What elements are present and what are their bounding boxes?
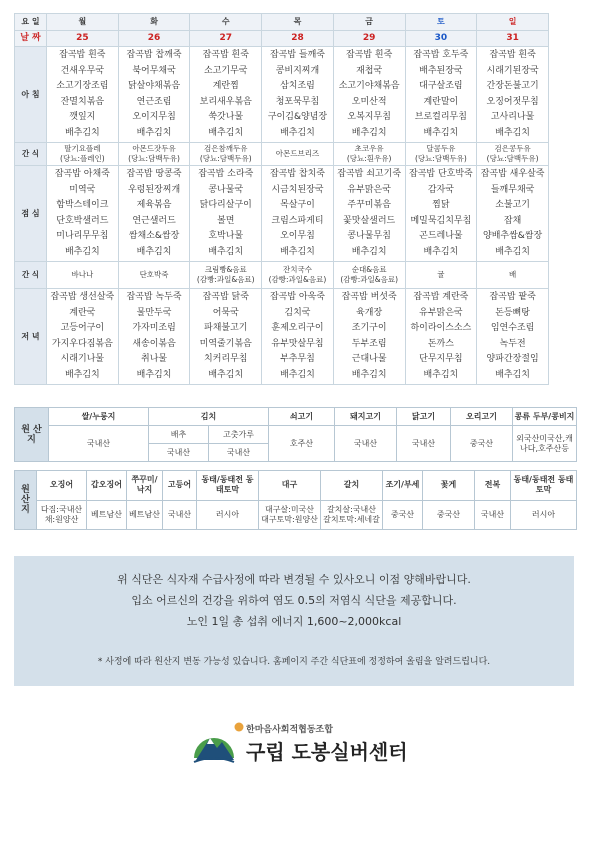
menu-item: 보리새우볶음 <box>199 96 252 107</box>
menu-item: 구이김&양념장 <box>267 112 328 122</box>
origin-kimchi-cabbage-value: 국내산 <box>149 444 209 462</box>
menu-item: 브로컬리무침 <box>414 112 467 122</box>
menu-item: 콩나물무침 <box>347 231 391 241</box>
menu-item: 단무지무침 <box>419 354 463 364</box>
menu-cell <box>190 166 262 262</box>
menu-cell <box>262 47 334 143</box>
menu-item: 시래기된장국 <box>486 65 539 76</box>
meal-row-snack1 <box>15 143 549 166</box>
menu-cell <box>190 289 262 385</box>
menu-item: 잡채 <box>503 215 522 226</box>
day-header: 수 <box>190 14 262 31</box>
menu-item: 메밀묵김치무침 <box>410 215 472 226</box>
menu-item: 배추김치 <box>423 246 459 257</box>
origin2-header: 갈치 <box>321 471 383 501</box>
origin2-header: 쭈꾸미/낙지 <box>127 471 163 501</box>
menu-item: 물만두국 <box>136 307 172 318</box>
day-header: 목 <box>262 14 334 31</box>
origin2-value: 러시아 <box>511 500 577 530</box>
origin2-header: 대구 <box>259 471 321 501</box>
menu-item: 계란찜 <box>212 81 239 91</box>
menu-item: 시금치된장국 <box>271 184 324 195</box>
corner-day-label: 요 일 <box>15 14 47 31</box>
notice-line-1: 위 식단은 식자재 수급사정에 따라 변경될 수 있사오니 이점 양해바랍니다. <box>117 573 471 586</box>
origin-table-2 <box>14 470 577 530</box>
menu-item: 김치국 <box>284 307 311 318</box>
origin2-value: 베트남산 <box>127 500 163 530</box>
menu-item: 배추김치 <box>64 127 100 138</box>
menu-item: 호박나물 <box>208 231 244 241</box>
menu-cell <box>333 166 405 262</box>
origin-header-beans: 콩류 두부/콩비지 <box>513 408 577 426</box>
menu-item: 부추무침 <box>280 354 315 364</box>
menu-item: 연근조림 <box>136 96 172 107</box>
menu-item: 파채불고기 <box>204 323 248 333</box>
menu-item: 어묵국 <box>212 307 239 318</box>
date-header: 28 <box>262 30 334 47</box>
menu-item: 미역국 <box>69 184 96 195</box>
menu-item: 치커리무침 <box>204 354 248 364</box>
menu-item: 콩비지찌개 <box>275 65 320 76</box>
menu-item: 소고기야채볶음 <box>338 81 400 91</box>
mountain-logo-icon <box>190 724 238 764</box>
menu-item: 잡곡밥 버섯죽 <box>341 292 397 302</box>
origin-kimchi-cabbage: 배추 <box>149 426 209 444</box>
origin-header-beef: 쇠고기 <box>269 408 335 426</box>
origin-header-pork: 돼지고기 <box>335 408 397 426</box>
menu-item: 꽃맛살샐러드 <box>343 215 396 226</box>
menu-item: 잔멸치볶음 <box>60 96 105 107</box>
meal-row-breakfast <box>15 47 549 143</box>
menu-cell <box>47 262 119 289</box>
meal-label-breakfast: 아 침 <box>15 47 47 143</box>
menu-item: 소불고기 <box>495 200 530 210</box>
meal-row-dinner <box>15 289 549 385</box>
notice-line-3: 노인 1일 총 섭취 에너지 1,600~2,000kcal <box>186 615 402 628</box>
menu-item: 콩나물국 <box>208 184 244 195</box>
menu-cell <box>405 47 477 143</box>
menu-cell <box>118 143 190 166</box>
menu-item: 배추김치 <box>136 369 172 380</box>
menu-cell <box>262 166 334 262</box>
menu-item: 귤 <box>437 270 445 279</box>
meal-label-snack2: 간 식 <box>15 262 47 289</box>
menu-item: 잡곡밥 녹두죽 <box>126 292 182 302</box>
menu-item: 새송이볶음 <box>132 338 176 349</box>
menu-item: 볼면 <box>217 215 235 226</box>
menu-item: 달콤두유 <box>426 144 456 153</box>
menu-item: (당뇨:담백두유) <box>414 154 467 163</box>
origin-value-beans: 외국산미국산,캐나다,호주산등 <box>513 426 577 462</box>
origin2-side-label: 원 산 지 <box>15 471 37 530</box>
menu-cell <box>477 166 549 262</box>
center-name: 구립 도봉실버센터 <box>246 740 408 764</box>
day-row <box>15 14 549 31</box>
menu-item: 하이라이스소스 <box>410 323 472 333</box>
menu-item: 배추김치 <box>64 369 100 380</box>
menu-cell <box>118 289 190 385</box>
menu-cell <box>47 166 119 262</box>
menu-cell <box>262 289 334 385</box>
origin2-value: 러시아 <box>197 500 259 530</box>
menu-item: 목살구이 <box>280 200 315 210</box>
menu-item: 건새우무국 <box>60 65 105 76</box>
menu-item: 우렁된장찌개 <box>127 184 181 195</box>
menu-item: 잡곡밥 땅콩죽 <box>126 169 182 179</box>
menu-item: 조기구이 <box>351 323 387 333</box>
date-header: 29 <box>333 30 405 47</box>
menu-item: 크림스파게티 <box>271 215 324 226</box>
origin-value-duck: 중국산 <box>451 426 513 462</box>
menu-item: 찜닭 <box>432 200 450 210</box>
meal-label-dinner: 저 녁 <box>15 289 47 385</box>
meal-label-lunch: 점 심 <box>15 166 47 262</box>
origin2-value: 베트남산 <box>87 500 127 530</box>
origin-value-beef: 호주산 <box>269 426 335 462</box>
menu-item: 아몬드브리즈 <box>275 149 320 158</box>
menu-cell <box>405 143 477 166</box>
menu-item: 잡곡밥 쇠고기죽 <box>337 169 402 179</box>
menu-item: 유부맑은국 <box>419 307 463 318</box>
weekly-menu-table <box>14 13 549 385</box>
menu-cell <box>333 143 405 166</box>
menu-item: 배추김치 <box>280 127 315 138</box>
menu-item: 잔치국수 <box>282 265 312 274</box>
menu-item: 순대&음료 <box>351 265 387 274</box>
menu-item: (당뇨:플레인) <box>60 154 105 163</box>
menu-item: 가자미조림 <box>132 323 176 333</box>
menu-item: 미나리무무침 <box>56 231 109 241</box>
menu-item: 잡곡밥 단호박죽 <box>409 169 473 179</box>
menu-item: 계란말이 <box>423 96 459 107</box>
origin2-header: 동태/동태전 동태토막 <box>511 471 577 501</box>
menu-item: 잡곡밥 닭죽 <box>202 292 249 302</box>
menu-item: 청포묵무침 <box>275 96 320 107</box>
origin2-header: 동태/동태전 동태토막 <box>197 471 259 501</box>
menu-item: 재첩국 <box>356 65 383 76</box>
menu-item: 닭살야채볶음 <box>127 81 181 91</box>
menu-cell <box>118 47 190 143</box>
menu-item: 취나물 <box>141 354 168 364</box>
menu-item: 배추김치 <box>423 127 459 138</box>
menu-item: 단호박죽 <box>139 270 169 279</box>
menu-item: 감자국 <box>427 184 454 195</box>
menu-item: (감빵:과일&음료) <box>268 275 327 284</box>
menu-item: 잡곡밥 들깨죽 <box>269 50 325 60</box>
menu-item: 배 <box>508 270 517 279</box>
menu-item: 녹두전 <box>499 338 526 349</box>
menu-cell <box>262 143 334 166</box>
menu-item: 대구살조림 <box>419 81 463 91</box>
menu-item: 배추김치 <box>423 369 459 380</box>
menu-item: 검은참깨두유 <box>204 144 248 153</box>
menu-cell <box>477 262 549 289</box>
menu-item: 오징어젓무침 <box>486 96 539 107</box>
menu-item: 잡곡밥 흰죽 <box>489 50 536 60</box>
origin2-header: 조기/부세 <box>383 471 423 501</box>
menu-cell <box>47 143 119 166</box>
menu-cell <box>477 289 549 385</box>
date-row <box>15 30 549 47</box>
menu-item: 쑥갓나물 <box>208 112 244 122</box>
menu-item: 배추된장국 <box>419 65 463 76</box>
menu-item: 배추김치 <box>64 246 100 257</box>
origin2-value: 중국산 <box>383 500 423 530</box>
menu-item: 아몬드잣두유 <box>132 144 176 153</box>
menu-cell <box>477 47 549 143</box>
menu-cell <box>333 289 405 385</box>
menu-item: 제육볶음 <box>136 200 172 210</box>
menu-item: (당뇨:담백두유) <box>486 154 539 163</box>
menu-item: 소고기무국 <box>204 65 248 76</box>
origin-header-chicken: 닭고기 <box>397 408 451 426</box>
origin-value-chicken: 국내산 <box>397 426 451 462</box>
meal-row-snack2 <box>15 262 549 289</box>
origin2-header: 고등어 <box>163 471 197 501</box>
menu-cell <box>405 262 477 289</box>
menu-item: 육개장 <box>356 307 383 318</box>
origin-kimchi-pepper: 고춧가루 <box>209 426 269 444</box>
menu-item: 배추김치 <box>495 246 530 257</box>
menu-item: 연근샐러드 <box>132 215 176 226</box>
menu-item: 잡곡밥 소라죽 <box>198 169 254 179</box>
menu-item: 근대나물 <box>351 354 387 364</box>
menu-item: 북어무채국 <box>132 65 176 76</box>
menu-cell <box>333 262 405 289</box>
menu-item: 배추김치 <box>208 369 244 380</box>
menu-item: (당뇨:담백두유) <box>199 154 252 163</box>
menu-item: 임연수조림 <box>490 323 535 333</box>
menu-item: 주꾸미볶음 <box>347 200 391 210</box>
menu-item: (감빵:과일&음료) <box>340 275 399 284</box>
origin-header-rice: 쌀/누룽지 <box>49 408 149 426</box>
day-header: 일 <box>477 14 549 31</box>
menu-item: 잡곡밥 아욱죽 <box>269 292 325 302</box>
menu-item: (당뇨:흰우유) <box>346 154 392 163</box>
menu-cell <box>47 47 119 143</box>
menu-item: 잡곡밥 찹깨죽 <box>126 50 182 60</box>
menu-item: 양배추쌈&쌈장 <box>483 231 543 241</box>
origin2-header: 전복 <box>475 471 511 501</box>
menu-item: 배추김치 <box>136 246 172 257</box>
menu-item: 돈까스 <box>427 338 454 349</box>
origin-header-duck: 오리고기 <box>451 408 513 426</box>
menu-item: 배추김치 <box>136 127 172 138</box>
notice-line-2: 입소 어르신의 건강을 위하여 염도 0.5의 저염식 식단을 제공합니다. <box>131 594 457 607</box>
menu-cell <box>118 262 190 289</box>
menu-item: 잡곡밥 찹치죽 <box>269 169 325 179</box>
menu-item: 배추김치 <box>351 369 387 380</box>
origin-table-1 <box>14 407 577 462</box>
notice-line-4: * 사정에 따라 원산지 변동 가능성 있습니다. 홈페이지 주간 식단표에 정정하여 올림을 알려드립니다. <box>97 657 491 667</box>
menu-item: 잡곡밥 계란죽 <box>413 292 469 302</box>
menu-item: 크림빵&음료 <box>204 265 247 274</box>
menu-cell <box>190 143 262 166</box>
origin2-value: 중국산 <box>423 500 475 530</box>
center-logo <box>190 722 410 764</box>
menu-item: 바나나 <box>71 270 94 279</box>
menu-item: 함박스테이크 <box>56 200 109 210</box>
day-header: 월 <box>47 14 119 31</box>
origin2-header: 꽃게 <box>423 471 475 501</box>
day-header: 토 <box>405 14 477 31</box>
day-header: 화 <box>118 14 190 31</box>
menu-item: 고등어구이 <box>60 323 105 333</box>
menu-item: 잡곡밥 흰죽 <box>202 50 249 60</box>
menu-item: 잡곡밥 호두죽 <box>413 50 469 60</box>
menu-item: 오이무침 <box>280 231 315 241</box>
origin2-header: 갑오징어 <box>87 471 127 501</box>
menu-cell <box>47 289 119 385</box>
date-header: 25 <box>47 30 119 47</box>
menu-item: 초코우유 <box>354 144 384 153</box>
notice-box <box>14 556 574 686</box>
origin2-value: 대구살:미국산 대구토막:원양산 <box>259 500 321 530</box>
menu-item: 깻잎지 <box>69 112 96 122</box>
menu-item: (당뇨:담백두유) <box>128 154 180 163</box>
menu-cell <box>477 143 549 166</box>
menu-cell <box>190 262 262 289</box>
date-header: 30 <box>405 30 477 47</box>
menu-item: 잡곡밥 생선살죽 <box>50 292 115 302</box>
menu-item: 오이지무침 <box>132 112 176 122</box>
menu-item: 배추김치 <box>208 127 244 138</box>
menu-item: 유부맑은국 <box>347 184 391 195</box>
menu-item: 간장돈불고기 <box>486 81 539 91</box>
menu-item: 배추김치 <box>351 246 387 257</box>
menu-item: 고사리나물 <box>490 112 535 122</box>
date-header: 26 <box>118 30 190 47</box>
menu-item: 배추김치 <box>280 246 315 257</box>
origin2-value: 갈치살:국내산 갈치토막:세네갈 <box>321 500 383 530</box>
menu-cell <box>262 262 334 289</box>
menu-cell <box>333 47 405 143</box>
date-header: 27 <box>190 30 262 47</box>
menu-item: 쌈채소&쌈장 <box>128 231 180 241</box>
menu-cell <box>405 289 477 385</box>
menu-item: 들깨무채국 <box>490 184 535 195</box>
menu-item: 배추김치 <box>495 127 530 138</box>
menu-item: 가지우다짐볶음 <box>51 338 113 349</box>
menu-item: 딸기요플레 <box>64 144 101 153</box>
menu-item: 소고기장조림 <box>56 81 109 91</box>
menu-item: 단호박샐러드 <box>56 215 109 226</box>
menu-cell <box>190 47 262 143</box>
menu-cell <box>118 166 190 262</box>
coop-emblem-icon <box>234 722 244 732</box>
origin2-value: 국내산 <box>163 500 197 530</box>
menu-item: 양파간장절임 <box>486 354 539 364</box>
menu-item: 계란국 <box>69 307 96 318</box>
menu-item: 배추김치 <box>208 246 244 257</box>
menu-item: 돈등뼈탕 <box>495 307 530 318</box>
menu-item: 삼치조림 <box>280 81 315 91</box>
origin-value-pork: 국내산 <box>335 426 397 462</box>
menu-item: 유부맛살무침 <box>271 338 324 349</box>
menu-item: 미역줄기볶음 <box>199 338 252 349</box>
menu-item: 잡곡밥 흰죽 <box>345 50 393 60</box>
origin2-header: 오징어 <box>37 471 87 501</box>
menu-item: 닭다리살구이 <box>199 200 252 210</box>
menu-item: 곤드레나물 <box>419 231 463 241</box>
day-header: 금 <box>333 14 405 31</box>
origin-kimchi-pepper-value: 국내산 <box>209 444 269 462</box>
date-header: 31 <box>477 30 549 47</box>
origin-side-label: 원 산 지 <box>15 408 49 462</box>
menu-item: 오복지무침 <box>347 112 391 122</box>
menu-item: 검은콩두유 <box>494 144 531 153</box>
menu-item: 배추김치 <box>351 127 387 138</box>
menu-item: 잡곡밥 팥죽 <box>489 292 536 302</box>
corner-date-label: 날 짜 <box>15 30 47 47</box>
menu-item: 오미산적 <box>351 96 387 107</box>
menu-item: 잡곡밥 아채죽 <box>54 169 110 179</box>
org-name: 한마음사회적협동조합 <box>246 725 333 735</box>
menu-item: 배추김치 <box>495 369 530 380</box>
menu-item: 훈제오리구이 <box>271 323 324 333</box>
menu-item: 두부조림 <box>351 338 387 349</box>
origin-header-kimchi: 김치 <box>149 408 269 426</box>
menu-item: (감빵:과일&음료) <box>196 275 255 284</box>
menu-cell <box>405 166 477 262</box>
origin2-value: 국내산 <box>475 500 511 530</box>
menu-item: 시래기나물 <box>60 354 105 364</box>
origin2-value: 다짐:국내산 채:원양산 <box>37 500 87 530</box>
menu-item: 배추김치 <box>280 369 315 380</box>
menu-item: 잡곡밥 새우살죽 <box>480 169 545 179</box>
menu-item: 잡곡밥 흰죽 <box>59 50 106 60</box>
meal-row-lunch <box>15 166 549 262</box>
meal-label-snack1: 간 식 <box>15 143 47 166</box>
origin-value-rice: 국내산 <box>49 426 149 462</box>
